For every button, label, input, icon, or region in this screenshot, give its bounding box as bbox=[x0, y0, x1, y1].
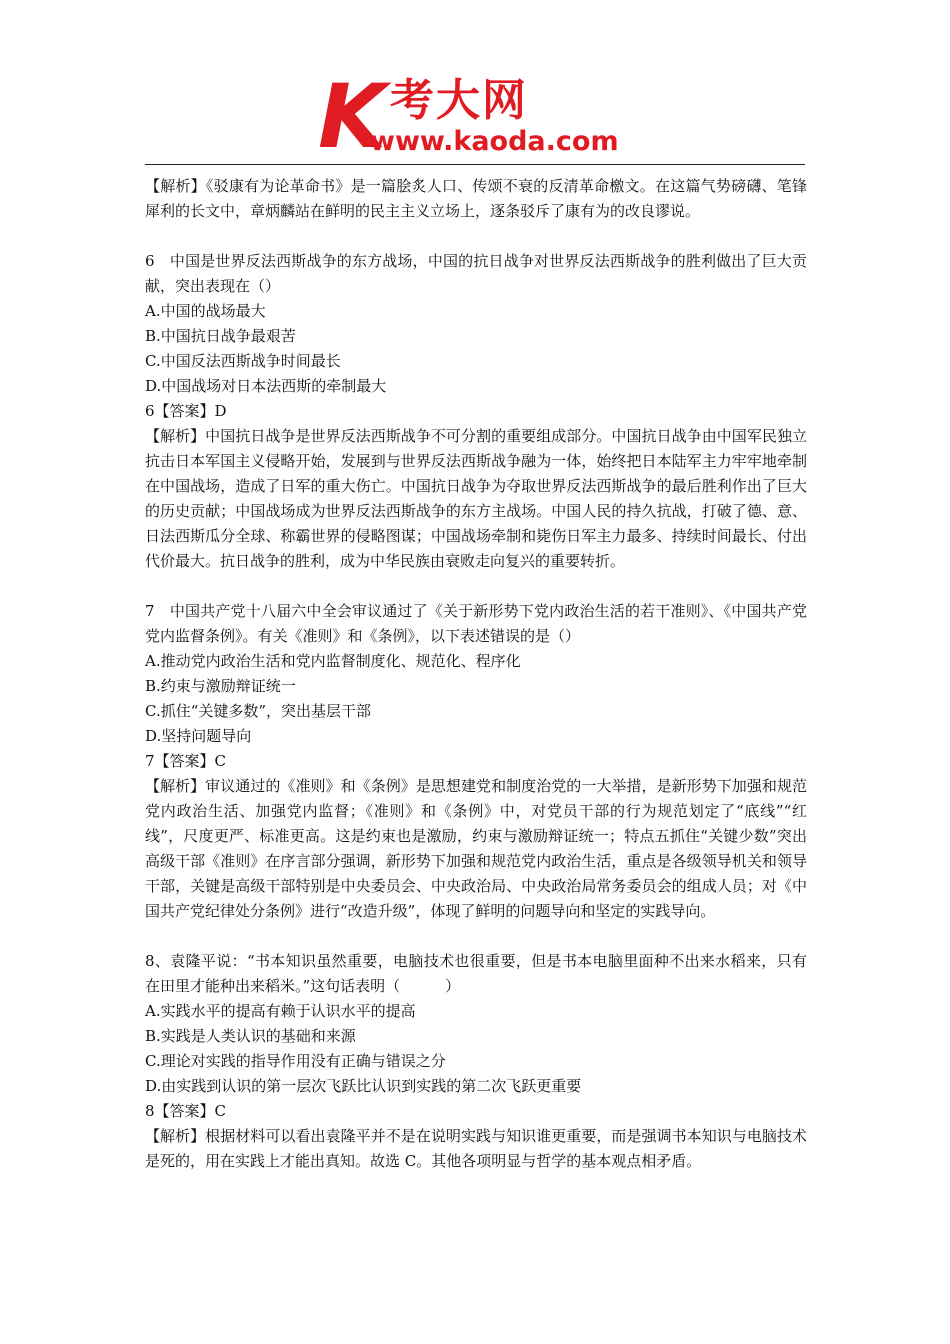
q8-option-a: A.实践水平的提高有赖于认识水平的提高 bbox=[145, 1002, 416, 1020]
q7-option-a: A.推动党内政治生活和党内监督制度化、规范化、程序化 bbox=[145, 652, 521, 670]
q7-explanation: 【解析】审议通过的《准则》和《条例》是思想建党和制度治党的一大举措，是新形势下加强和规范党内政治生活、加强党内监督；《准则》和《条例》中，对党员干部的行为规范划定了“底线”“红线”，尺度更严、标准更高。这是约束也是激励，约束与激励辩证统一；特点五抓住“关键少数”突出高级干部《准则》在序言部分强调，新形势下加强和规范党内政治生活，重点是各级领导机关和领导干部，关键是高级干部特别是中央委员会、中央政治局、中央政治局常务委员会的组成人员；对《中国共产党纪律处分条例》进行“改造升级”，体现了鲜明的问题导向和坚定的实践导向。 bbox=[145, 777, 807, 920]
q8-answer: 8【答案】C bbox=[145, 1102, 227, 1120]
logo-url: www.kaoda.com bbox=[370, 126, 619, 157]
q6-option-d: D.中国战场对日本法西斯的牵制最大 bbox=[145, 377, 387, 395]
q7-option-d: D.坚持问题导向 bbox=[145, 727, 252, 745]
q6-option-b: B.中国抗日战争最艰苦 bbox=[145, 327, 296, 345]
header-divider bbox=[145, 164, 805, 165]
q6-answer: 6【答案】D bbox=[145, 402, 227, 420]
page-header bbox=[0, 0, 950, 168]
q8-explanation: 【解析】根据材料可以看出袁隆平并不是在说明实践与知识谁更重要，而是强调书本知识与电脑技术是死的，用在实践上才能出真知。故选 C。其他各项明显与哲学的基本观点相矛盾。 bbox=[145, 1127, 807, 1170]
q8-question: 8、袁隆平说：“书本知识虽然重要，电脑技术也很重要，但是书本电脑里面种不出来水稻来，只有在田里才能种出来稻米。”这句话表明（ ） bbox=[145, 952, 807, 995]
q6-option-c: C.中国反法西斯战争时间最长 bbox=[145, 352, 341, 370]
q8-option-c: C.理论对实践的指导作用没有正确与错误之分 bbox=[145, 1052, 446, 1070]
q7-option-c: C.抓住“关键多数”，突出基层干部 bbox=[145, 702, 372, 720]
document-body bbox=[145, 174, 807, 1174]
paragraph-gap bbox=[145, 924, 807, 949]
kaoda-logo[interactable] bbox=[318, 65, 648, 168]
q7-option-b: B.约束与激励辩证统一 bbox=[145, 677, 296, 695]
paragraph-gap bbox=[145, 224, 807, 249]
q8-option-d: D.由实践到认识的第一层次飞跃比认识到实践的第二次飞跃更重要 bbox=[145, 1077, 582, 1095]
q8-option-b: B.实践是人类认识的基础和来源 bbox=[145, 1027, 356, 1045]
logo-chinese-name: 考大网 bbox=[390, 75, 528, 126]
q7-answer: 7【答案】C bbox=[145, 752, 227, 770]
q6-question: 6 中国是世界反法西斯战争的东方战场，中国的抗日战争对世界反法西斯战争的胜利做出了巨大贡献，突出表现在（） bbox=[145, 252, 807, 295]
q6-explanation: 【解析】中国抗日战争是世界反法西斯战争不可分割的重要组成部分。中国抗日战争由中国军民独立抗击日本军国主义侵略开始，发展到与世界反法西斯战争融为一体，始终把日本陆军主力牢牢地牵制在中国战场，造成了日军的重大伤亡。中国抗日战争为夺取世界反法西斯战争的最后胜利作出了巨大的历史贡献；中国战场成为世界反法西斯战争的东方主战场。中国人民的持久抗战，打破了德、意、日法西斯瓜分全球、称霸世界的侵略图谋；中国战场牵制和毙伤日军主力最多、持续时间最长、付出代价最大。抗日战争的胜利，成为中华民族由衰败走向复兴的重要转折。 bbox=[145, 427, 807, 570]
paragraph-gap bbox=[145, 574, 807, 599]
logo-k-mark: K bbox=[318, 65, 383, 168]
q7-question: 7 中国共产党十八届六中全会审议通过了《关于新形势下党内政治生活的若干准则》、《中国共产党党内监督条例》。有关《准则》和《条例》，以下表述错误的是（） bbox=[145, 602, 807, 645]
q6-option-a: A.中国的战场最大 bbox=[145, 302, 266, 320]
q5-explanation: 【解析】《驳康有为论革命书》是一篇脍炙人口、传颂不衰的反清革命檄文。在这篇气势磅礴、笔锋犀利的长文中，章炳麟站在鲜明的民主主义立场上，逐条驳斥了康有为的改良谬说。 bbox=[145, 177, 807, 220]
